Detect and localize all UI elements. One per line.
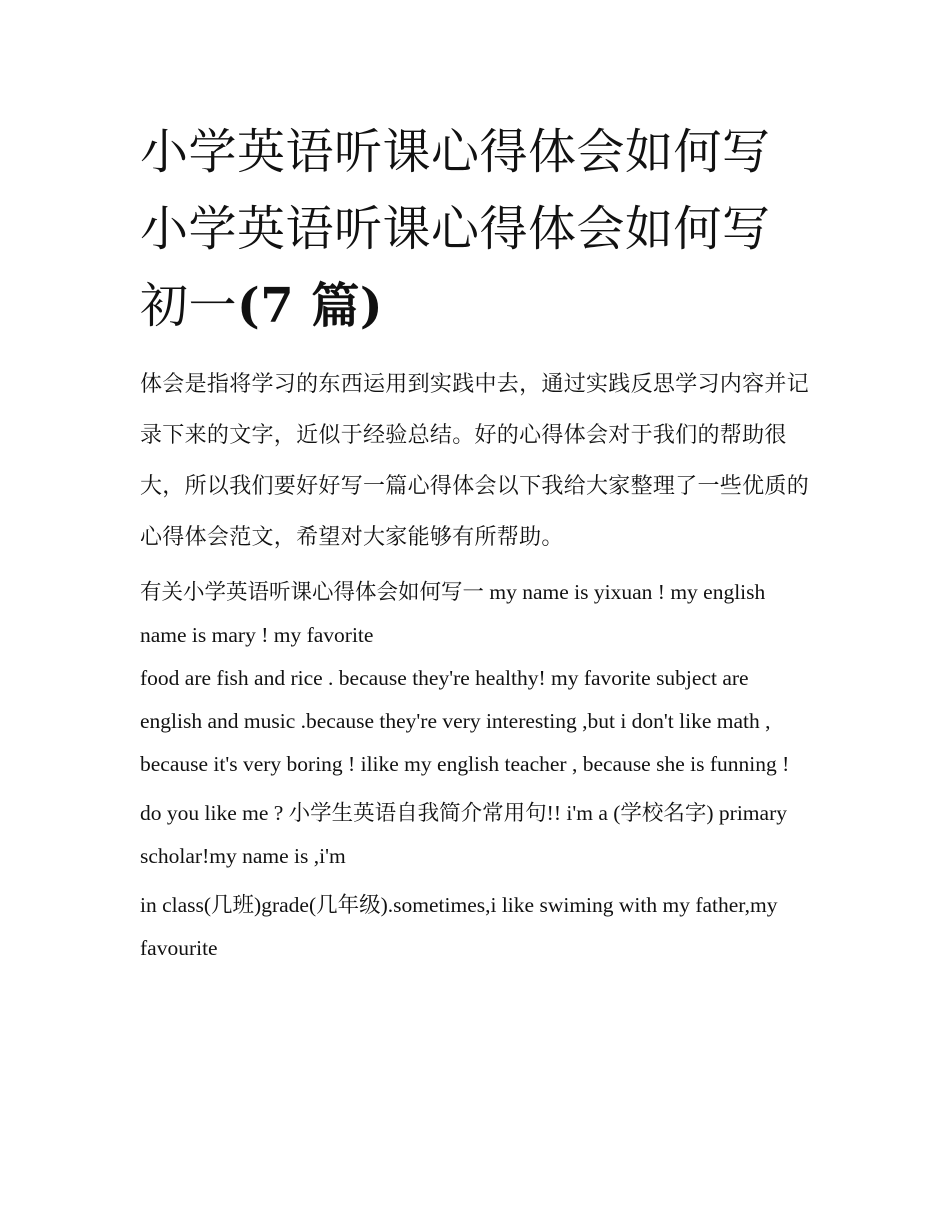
body-paragraph-4: because it's very boring ! ilike my english teacher , because she is funning ! [140, 752, 790, 776]
body-paragraph-3: english and music .because they're very interesting ,but i don't like math , [140, 709, 771, 733]
title-line-3 [140, 268, 812, 345]
section-heading: 有关小学英语听课心得体会如何写一 [140, 580, 485, 605]
body-paragraph-2: food are fish and rice . because they're healthy! my favorite subject are [140, 666, 749, 690]
paragraph-1-text: my name is yixuan ! my english name is mary ! my favorite [140, 580, 766, 647]
body-paragraph-6: in class(几班)grade(几年级).sometimes,i like swiming with my father,my favourite [140, 893, 778, 960]
title-line-2: 小学英语听课心得体会如何写 [140, 201, 771, 257]
title-line-3-prefix: 初一 [140, 278, 238, 334]
body-paragraph-1 [140, 571, 812, 657]
title-line-1: 小学英语听课心得体会如何写 [140, 124, 771, 180]
document-title [140, 114, 812, 345]
document-page [140, 114, 812, 970]
intro-paragraph: 体会是指将学习的东西运用到实践中去，通过实践反思学习内容并记录下来的文字，近似于经验总结。好的心得体会对于我们的帮助很大，所以我们要好好写一篇心得体会以下我给大家整理了一些优质的心得体会范文，希望对大家能够有所帮助。 [140, 372, 810, 550]
body-paragraph-5: do you like me ? 小学生英语自我简介常用句!! i'm a (学校名字) primary scholar!my name is ,i'm [140, 801, 787, 868]
title-line-3-count: (7 篇) [237, 278, 384, 334]
